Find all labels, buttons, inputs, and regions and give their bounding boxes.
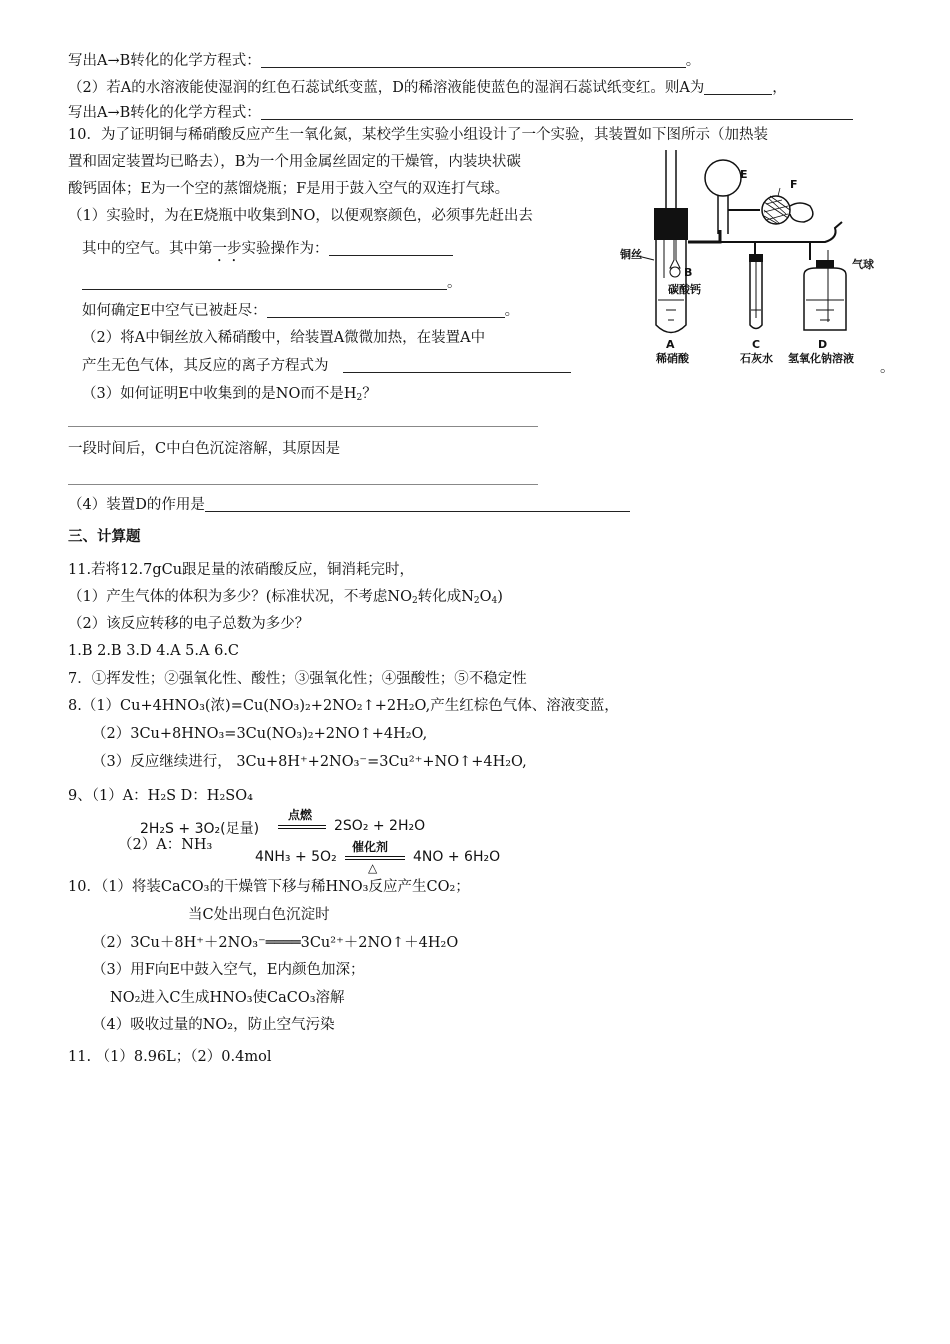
equation-nh3: 4NH₃ + 5O₂ [255, 849, 337, 865]
label-a: A [666, 338, 675, 351]
answer-10-1: 10．（1）将装CaCO₃的干燥管下移与稀HNO₃反应产生CO₂； [68, 879, 470, 895]
q10-part3-b: 一段时间后，C中白色沉淀溶解，其原因是 [68, 441, 341, 457]
flask-e [705, 160, 760, 234]
answer-line[interactable] [68, 484, 538, 485]
q10-part2-a: （2）将A中铜丝放入稀硝酸中，给装置A微微加热，在装置A中 [82, 330, 486, 346]
label-c: C [752, 338, 761, 351]
condition-ignite: 点燃 [288, 808, 313, 822]
answer-10-2: （2）3Cu＋8H⁺＋2NO₃⁻════3Cu²⁺＋2NO↑＋4H₂O [92, 935, 459, 951]
q10-part2-b: 产生无色气体，其反应的离子方程式为 [82, 357, 571, 375]
answer-9-2: （2）A：NH₃ [118, 837, 213, 853]
q11-part2: （2）该反应转移的电子总数为多少？ [68, 616, 310, 632]
answer-9-1: 9、（1）A：H₂S D：H₂SO₄ [68, 788, 253, 804]
section-title: 三、计算题 [68, 529, 141, 545]
equals-sign [278, 825, 326, 829]
bottle-d [804, 250, 846, 330]
answer-10-3b: NO₂进入C生成HNO₃使CaCO₃溶解 [110, 990, 345, 1006]
line-q9-2-equation: 写出A→B转化的化学方程式： [68, 104, 853, 122]
q10-part3: （3）如何证明E中收集到的是NO而不是$H_2$？ [82, 386, 377, 403]
answer-blank[interactable] [261, 105, 853, 120]
equation-h2s: 2H₂S + 3O₂(足量) [140, 821, 260, 837]
answer-8-3: （3）反应继续进行， 3Cu+8H⁺+2NO₃⁻=3Cu²⁺+NO↑+4H₂O, [92, 754, 527, 770]
q10-part1-d: 如何确定E中空气已被赶尽： 。 [82, 303, 520, 319]
q10-part1-c: 。 [82, 274, 462, 292]
equals-sign [345, 856, 405, 860]
answer-8-1: 8.（1）Cu+4HNO₃(浓)=Cu(NO₃)₂+2NO₂↑+2H₂O,产生红棕色气体、溶液变蓝， [68, 698, 619, 714]
q10-part4: （4）装置D的作用是 [68, 496, 630, 514]
equation-no: 4NO + 6H₂O [413, 849, 501, 865]
answer-blank[interactable] [205, 497, 630, 512]
answer-10-1b: 当C处出现白色沉淀时 [188, 907, 330, 923]
answer-blank[interactable] [82, 275, 447, 290]
q10-part1-b: 其中的空气。其中第一步实验操作为： [82, 240, 453, 265]
tube-c [749, 254, 763, 329]
answer-blank[interactable] [704, 80, 772, 95]
answer-line[interactable] [68, 426, 538, 427]
answer-blank[interactable] [261, 53, 686, 68]
label-limewater: 石灰水 [740, 352, 773, 365]
answer-1-6: 1.B 2.B 3.D 4.A 5.A 6.C [68, 643, 240, 659]
line-q9-2: （2）若A的水溶液能使湿润的红色石蕊试纸变蓝，D的稀溶液能使蓝色的湿润石蕊试纸变红。则A为 ， [68, 80, 787, 96]
answer-blank[interactable] [329, 241, 453, 256]
apparatus-diagram [620, 150, 890, 375]
figure-period: 。 [880, 360, 895, 376]
balloon-f [762, 188, 813, 224]
q11-part1: （1）产生气体的体积为多少？(标准状况，不考虑$NO_2$转化成$N_2O_4$) [68, 589, 503, 606]
answer-10-4: （4）吸收过量的NO₂，防止空气污染 [92, 1017, 335, 1033]
answer-7: 7．①挥发性；②强氧化性、酸性；③强氧化性；④强酸性；⑤不稳定性 [68, 671, 527, 687]
q10-part1-a: （1）实验时，为在E烧瓶中收集到NO，以便观察颜色，必须事先赶出去 [68, 208, 533, 224]
label-caco3: 碳酸钙 [668, 283, 701, 296]
label-b: B [684, 266, 693, 279]
answer-blank[interactable] [343, 358, 571, 373]
q11-intro: 11.若将12.7gCu跟足量的浓硝酸反应，铜消耗完时， [68, 562, 415, 578]
label-d: D [818, 338, 828, 351]
q10-intro-1: 10．为了证明铜与稀硝酸反应产生一氧化氮，某校学生实验小组设计了一个实验，其装置如下图所示（加热装 [68, 127, 768, 143]
condition-heat: △ [368, 861, 378, 875]
label-e: E [740, 168, 748, 181]
answer-10-3: （3）用F向E中鼓入空气，E内颜色加深； [92, 962, 365, 978]
label-f: F [790, 178, 798, 191]
line-q9-1-equation: 写出A→B转化的化学方程式： 。 [68, 53, 701, 69]
answer-11: 11. （1）8.96L；（2）0.4mol [68, 1049, 272, 1065]
label-dilute-hno3: 稀硝酸 [656, 352, 689, 365]
label-copper-wire: 铜丝 [620, 248, 642, 261]
label-balloon: 气球 [852, 258, 874, 271]
tube-a [638, 150, 688, 333]
equation-so2: 2SO₂ + 2H₂O [334, 818, 426, 834]
condition-catalyst: 催化剂 [352, 840, 389, 854]
answer-blank[interactable] [267, 303, 505, 318]
answer-8-2: （2）3Cu+8HNO₃=3Cu(NO₃)₂+2NO↑+4H₂O, [92, 726, 428, 742]
q10-intro-3: 酸钙固体；E为一个空的蒸馏烧瓶；F是用于鼓入空气的双连打气球。 [68, 181, 510, 197]
q10-intro-2: 置和固定装置均已略去），B为一个用金属丝固定的干燥管，内装块状碳 [68, 154, 521, 170]
label-naoh: 氢氧化钠溶液 [788, 352, 854, 365]
connecting-tubes [688, 222, 842, 260]
